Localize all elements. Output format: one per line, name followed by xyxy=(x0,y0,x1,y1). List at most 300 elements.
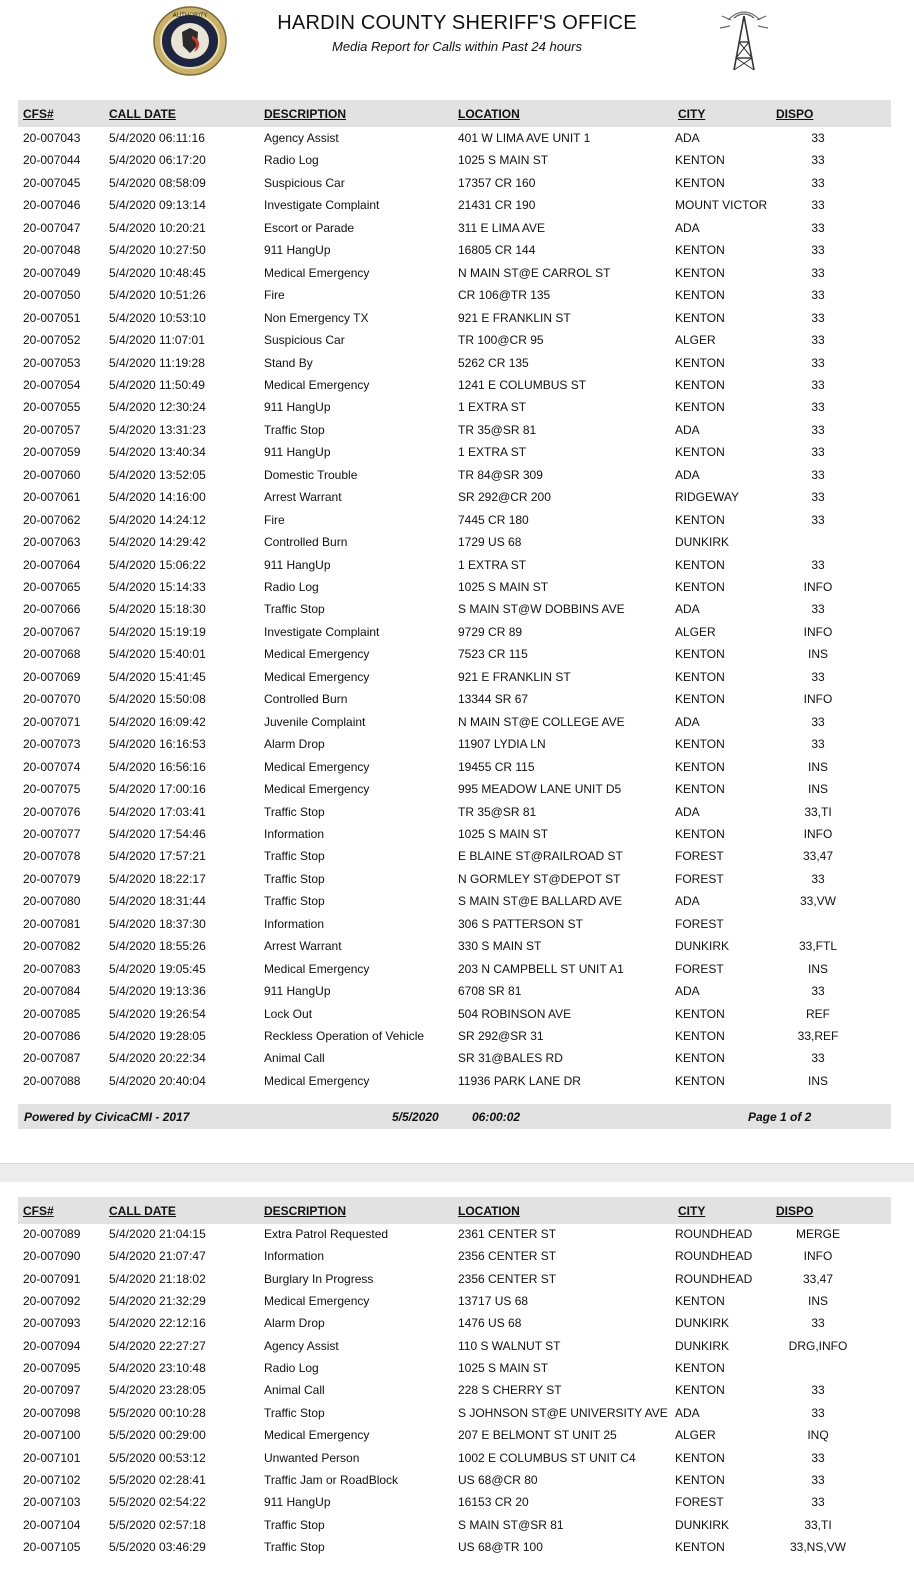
svg-text:AUTHORITY: AUTHORITY xyxy=(172,12,208,19)
table-row xyxy=(0,712,914,734)
dispo-cell: INS xyxy=(807,1294,828,1309)
city-cell: DUNKIRK xyxy=(675,1316,730,1331)
city-cell: MOUNT VICTOR xyxy=(675,198,768,213)
description-cell: Fire xyxy=(264,288,285,303)
table-row xyxy=(0,1291,914,1313)
description-cell: Unwanted Person xyxy=(264,1450,360,1465)
dispo-cell: DRG,INFO xyxy=(788,1338,848,1353)
dispo-cell: 33 xyxy=(811,984,825,999)
city-cell: KENTON xyxy=(675,175,725,190)
column-header-dispo: DISPO xyxy=(776,107,814,121)
call-date-cell: 5/4/2020 17:57:21 xyxy=(109,849,206,864)
description-cell: Radio Log xyxy=(264,1361,319,1376)
dispo-cell: 33 xyxy=(811,490,825,505)
table-row xyxy=(0,1380,914,1402)
call-date-cell: 5/4/2020 10:20:21 xyxy=(109,220,206,235)
city-cell: KENTON xyxy=(675,243,725,258)
dispo-cell: INFO xyxy=(803,580,833,594)
call-date-cell: 5/4/2020 16:56:16 xyxy=(109,759,206,774)
dispo-cell: 33 xyxy=(811,1051,825,1066)
dispo-cell: 33 xyxy=(811,1450,825,1465)
location-cell: S MAIN ST@W DOBBINS AVE xyxy=(458,602,625,617)
call-date-cell: 5/5/2020 02:28:41 xyxy=(109,1472,206,1487)
city-cell: KENTON xyxy=(675,826,725,841)
cfs-number-cell: 20-007049 xyxy=(23,265,81,280)
city-cell: ROUNDHEAD xyxy=(675,1249,753,1264)
cfs-number-cell: 20-007098 xyxy=(23,1405,81,1420)
cfs-number-cell: 20-007066 xyxy=(23,602,81,617)
column-header-call-date: CALL DATE xyxy=(109,1204,176,1218)
cfs-number-cell: 20-007055 xyxy=(23,400,81,415)
location-cell: 16805 CR 144 xyxy=(458,243,536,258)
cfs-number-cell: 20-007063 xyxy=(23,535,81,550)
dispo-cell: 33 xyxy=(811,871,825,886)
table-row xyxy=(0,1269,914,1291)
cfs-number-cell: 20-007092 xyxy=(23,1294,81,1309)
dispo-cell: 33 xyxy=(811,198,825,213)
table-row xyxy=(0,599,914,621)
table-row xyxy=(0,1246,914,1268)
cfs-number-cell: 20-007082 xyxy=(23,939,81,954)
location-cell: 1025 S MAIN ST xyxy=(458,153,549,168)
table-row xyxy=(0,936,914,958)
report-date: 5/5/2020 xyxy=(392,1110,439,1124)
cfs-number-cell: 20-007094 xyxy=(23,1338,81,1353)
location-cell: 228 S CHERRY ST xyxy=(458,1383,562,1398)
table-row xyxy=(0,1358,914,1380)
location-cell: 7445 CR 180 xyxy=(458,512,529,527)
dispo-cell: INFO xyxy=(803,624,833,639)
call-date-cell: 5/4/2020 19:05:45 xyxy=(109,961,206,976)
report-subtitle: Media Report for Calls within Past 24 hours xyxy=(331,39,582,54)
description-cell: Lock Out xyxy=(264,1006,313,1021)
dispo-cell: REF xyxy=(806,1006,830,1021)
location-cell: 11907 LYDIA LN xyxy=(458,737,546,752)
table-row xyxy=(0,622,914,644)
call-date-cell: 5/5/2020 02:57:18 xyxy=(109,1517,206,1532)
city-cell: KENTON xyxy=(675,692,725,707)
cfs-number-cell: 20-007093 xyxy=(23,1316,81,1331)
table-row xyxy=(0,353,914,375)
cfs-number-cell: 20-007065 xyxy=(23,580,81,594)
call-date-cell: 5/4/2020 17:54:46 xyxy=(109,826,206,841)
table-row xyxy=(0,802,914,824)
city-cell: ROUNDHEAD xyxy=(675,1271,753,1286)
city-cell: FOREST xyxy=(675,871,724,886)
table-row xyxy=(0,757,914,779)
city-cell: KENTON xyxy=(675,512,725,527)
call-date-cell: 5/4/2020 13:40:34 xyxy=(109,445,206,460)
call-date-cell: 5/4/2020 11:07:01 xyxy=(109,333,205,348)
description-cell: Extra Patrol Requested xyxy=(264,1227,389,1241)
call-date-cell: 5/4/2020 23:28:05 xyxy=(109,1383,206,1398)
column-header-call-date: CALL DATE xyxy=(109,107,176,121)
column-header-city: CITY xyxy=(678,107,706,121)
cfs-number-cell: 20-007064 xyxy=(23,557,81,572)
call-date-cell: 5/4/2020 17:03:41 xyxy=(109,804,206,819)
table-row xyxy=(0,891,914,913)
dispo-cell: 33 xyxy=(811,1316,825,1331)
city-cell: ADA xyxy=(675,131,700,145)
table-row xyxy=(0,1403,914,1425)
cfs-number-cell: 20-007059 xyxy=(23,445,81,460)
table-row xyxy=(0,1071,914,1093)
location-cell: 11936 PARK LANE DR xyxy=(458,1073,581,1088)
location-cell: TR 35@SR 81 xyxy=(458,422,537,437)
city-cell: FOREST xyxy=(675,1495,724,1510)
cfs-number-cell: 20-007080 xyxy=(23,894,81,909)
description-cell: Escort or Parade xyxy=(264,220,355,235)
cfs-number-cell: 20-007105 xyxy=(23,1539,81,1554)
table-row xyxy=(0,824,914,846)
description-cell: Traffic Stop xyxy=(264,894,325,909)
cfs-number-cell: 20-007084 xyxy=(23,984,81,999)
dispo-cell: 33 xyxy=(811,1405,825,1420)
city-cell: FOREST xyxy=(675,916,724,931)
city-cell: RIDGEWAY xyxy=(675,490,740,505)
dispo-cell: 33,NS,VW xyxy=(789,1539,846,1554)
description-cell: Alarm Drop xyxy=(264,1316,325,1331)
call-date-cell: 5/4/2020 22:12:16 xyxy=(109,1316,206,1331)
call-date-cell: 5/4/2020 18:55:26 xyxy=(109,939,206,954)
description-cell: 911 HangUp xyxy=(264,445,331,460)
cfs-number-cell: 20-007046 xyxy=(23,198,81,213)
call-date-cell: 5/4/2020 09:13:14 xyxy=(109,198,206,213)
cfs-number-cell: 20-007047 xyxy=(23,220,81,235)
description-cell: Traffic Stop xyxy=(264,422,325,437)
description-cell: Reckless Operation of Vehicle xyxy=(264,1029,425,1043)
cfs-number-cell: 20-007044 xyxy=(23,153,81,168)
cfs-number-cell: 20-007071 xyxy=(23,714,81,729)
report-title: HARDIN COUNTY SHERIFF'S OFFICE xyxy=(277,12,637,34)
dispo-cell: 33 xyxy=(811,557,825,572)
location-cell: 921 E FRANKLIN ST xyxy=(458,310,571,325)
location-cell: 13344 SR 67 xyxy=(458,692,529,707)
call-date-cell: 5/5/2020 00:29:00 xyxy=(109,1428,206,1443)
location-cell: S JOHNSON ST@E UNIVERSITY AVE xyxy=(458,1405,668,1420)
cfs-number-cell: 20-007081 xyxy=(23,916,81,931)
cfs-number-cell: 20-007075 xyxy=(23,782,81,797)
city-cell: KENTON xyxy=(675,1450,725,1465)
table-row xyxy=(0,1470,914,1492)
table-row xyxy=(0,1224,914,1246)
table-row xyxy=(0,1537,914,1559)
city-cell: KENTON xyxy=(675,1539,725,1554)
description-cell: Domestic Trouble xyxy=(264,467,358,482)
description-cell: Information xyxy=(264,916,325,931)
cfs-number-cell: 20-007050 xyxy=(23,288,81,303)
location-cell: S MAIN ST@SR 81 xyxy=(458,1517,564,1532)
call-date-cell: 5/5/2020 00:53:12 xyxy=(109,1450,206,1465)
location-cell: 203 N CAMPBELL ST UNIT A1 xyxy=(458,961,624,976)
call-date-cell: 5/4/2020 13:31:23 xyxy=(109,422,206,437)
column-header-cfs: CFS# xyxy=(23,1204,54,1218)
location-cell: 1025 S MAIN ST xyxy=(458,580,549,594)
city-cell: KENTON xyxy=(675,1051,725,1066)
call-date-cell: 5/4/2020 18:31:44 xyxy=(109,894,206,909)
location-cell: 1 EXTRA ST xyxy=(458,400,527,415)
description-cell: Agency Assist xyxy=(264,1338,339,1353)
city-cell: FOREST xyxy=(675,849,724,864)
call-date-cell: 5/4/2020 14:16:00 xyxy=(109,490,206,505)
dispo-cell: 33 xyxy=(811,131,825,145)
city-cell: ADA xyxy=(675,984,700,999)
call-date-cell: 5/5/2020 00:10:28 xyxy=(109,1405,206,1420)
city-cell: ALGER xyxy=(675,333,716,348)
table-row xyxy=(0,330,914,352)
dispo-cell: 33 xyxy=(811,175,825,190)
dispo-cell: 33,TI xyxy=(804,1517,832,1532)
description-cell: Medical Emergency xyxy=(264,647,370,662)
cfs-number-cell: 20-007077 xyxy=(23,826,81,841)
description-cell: Medical Emergency xyxy=(264,1428,370,1443)
location-cell: E BLAINE ST@RAILROAD ST xyxy=(458,849,623,864)
location-cell: 504 ROBINSON AVE xyxy=(458,1006,572,1021)
description-cell: Controlled Burn xyxy=(264,692,348,707)
table-row xyxy=(0,173,914,195)
call-date-cell: 5/4/2020 21:04:15 xyxy=(109,1227,206,1241)
location-cell: 2361 CENTER ST xyxy=(458,1227,557,1241)
table-row xyxy=(0,510,914,532)
description-cell: Medical Emergency xyxy=(264,265,370,280)
table-row xyxy=(0,1004,914,1026)
report-time: 06:00:02 xyxy=(472,1110,521,1124)
column-header-city: CITY xyxy=(678,1204,706,1218)
description-cell: Traffic Stop xyxy=(264,849,325,864)
location-cell: 19455 CR 115 xyxy=(458,759,535,774)
cfs-number-cell: 20-007089 xyxy=(23,1227,81,1241)
dispo-cell: 33 xyxy=(811,243,825,258)
city-cell: ADA xyxy=(675,804,700,819)
dispo-cell: 33 xyxy=(811,333,825,348)
description-cell: Investigate Complaint xyxy=(264,624,380,639)
call-date-cell: 5/4/2020 08:58:09 xyxy=(109,175,206,190)
description-cell: Medical Emergency xyxy=(264,961,370,976)
location-cell: US 68@CR 80 xyxy=(458,1472,538,1487)
description-cell: Traffic Stop xyxy=(264,1405,325,1420)
table-row xyxy=(0,487,914,509)
page-separator xyxy=(0,1163,914,1183)
location-cell: TR 100@CR 95 xyxy=(458,333,544,348)
call-date-cell: 5/4/2020 23:10:48 xyxy=(109,1361,206,1376)
cfs-number-cell: 20-007087 xyxy=(23,1051,81,1066)
table-row xyxy=(0,150,914,172)
location-cell: 311 E LIMA AVE xyxy=(458,220,545,235)
table-row xyxy=(0,218,914,240)
call-date-cell: 5/4/2020 15:50:08 xyxy=(109,692,206,707)
location-cell: N GORMLEY ST@DEPOT ST xyxy=(458,871,621,886)
column-header-location: LOCATION xyxy=(458,1204,520,1218)
call-date-cell: 5/4/2020 10:53:10 xyxy=(109,310,206,325)
table-row xyxy=(0,1313,914,1335)
cfs-number-cell: 20-007067 xyxy=(23,624,81,639)
description-cell: Medical Emergency xyxy=(264,782,370,797)
dispo-cell: INS xyxy=(807,961,828,976)
call-date-cell: 5/4/2020 14:24:12 xyxy=(109,512,206,527)
location-cell: 330 S MAIN ST xyxy=(458,939,542,954)
city-cell: KENTON xyxy=(675,1383,725,1398)
cfs-number-cell: 20-007053 xyxy=(23,355,81,370)
city-cell: KENTON xyxy=(675,153,725,168)
dispo-cell: 33 xyxy=(811,602,825,617)
column-header-location: LOCATION xyxy=(458,107,520,121)
powered-by-text: Powered by CivicaCMI - 2017 xyxy=(24,1110,190,1124)
call-date-cell: 5/4/2020 12:30:24 xyxy=(109,400,206,415)
table-row xyxy=(0,532,914,554)
table-row xyxy=(0,555,914,577)
description-cell: Agency Assist xyxy=(264,131,339,145)
city-cell: KENTON xyxy=(675,759,725,774)
cfs-number-cell: 20-007101 xyxy=(23,1450,81,1465)
call-date-cell: 5/4/2020 20:22:34 xyxy=(109,1051,206,1066)
report-page-2 xyxy=(0,1182,914,1580)
description-cell: Medical Emergency xyxy=(264,1294,370,1309)
call-date-cell: 5/4/2020 15:40:01 xyxy=(109,647,206,662)
table-row xyxy=(0,734,914,756)
table-row xyxy=(0,846,914,868)
cfs-number-cell: 20-007069 xyxy=(23,669,81,684)
description-cell: Medical Emergency xyxy=(264,759,370,774)
location-cell: 110 S WALNUT ST xyxy=(458,1338,561,1353)
city-cell: FOREST xyxy=(675,961,724,976)
call-date-cell: 5/4/2020 21:07:47 xyxy=(109,1249,206,1264)
call-date-cell: 5/4/2020 10:48:45 xyxy=(109,265,206,280)
table-row xyxy=(0,667,914,689)
city-cell: ADA xyxy=(675,714,700,729)
call-date-cell: 5/4/2020 16:16:53 xyxy=(109,737,206,752)
dispo-cell: INFO xyxy=(803,692,833,707)
table-row xyxy=(0,195,914,217)
dispo-cell: 33 xyxy=(811,400,825,415)
location-cell: 1 EXTRA ST xyxy=(458,445,527,460)
location-cell: US 68@TR 100 xyxy=(458,1539,543,1554)
dispo-cell: 33 xyxy=(811,422,825,437)
description-cell: 911 HangUp xyxy=(264,984,331,999)
city-cell: ADA xyxy=(675,422,700,437)
city-cell: ALGER xyxy=(675,624,716,639)
location-cell: 1729 US 68 xyxy=(458,535,522,550)
column-header-dispo: DISPO xyxy=(776,1204,814,1218)
description-cell: Juvenile Complaint xyxy=(264,714,366,729)
call-date-cell: 5/4/2020 22:27:27 xyxy=(109,1338,206,1353)
column-header-description: DESCRIPTION xyxy=(264,107,347,121)
location-cell: S MAIN ST@E BALLARD AVE xyxy=(458,894,623,909)
call-date-cell: 5/5/2020 03:46:29 xyxy=(109,1539,206,1554)
description-cell: Medical Emergency xyxy=(264,1073,370,1088)
call-date-cell: 5/4/2020 10:51:26 xyxy=(109,288,206,303)
dispo-cell: 33 xyxy=(811,220,825,235)
location-cell: 306 S PATTERSON ST xyxy=(458,916,583,931)
dispo-cell: 33 xyxy=(811,669,825,684)
dispo-cell: 33 xyxy=(811,355,825,370)
call-date-cell: 5/4/2020 13:52:05 xyxy=(109,467,206,482)
description-cell: 911 HangUp xyxy=(264,1495,331,1510)
table-row xyxy=(0,959,914,981)
report-footer xyxy=(18,1104,891,1129)
table-row xyxy=(0,1048,914,1070)
call-date-cell: 5/4/2020 18:37:30 xyxy=(109,916,206,931)
location-cell: TR 84@SR 309 xyxy=(458,467,543,482)
description-cell: Information xyxy=(264,1249,325,1264)
call-date-cell: 5/4/2020 16:09:42 xyxy=(109,714,206,729)
description-cell: 911 HangUp xyxy=(264,400,331,415)
city-cell: KENTON xyxy=(675,557,725,572)
description-cell: Traffic Jam or RoadBlock xyxy=(264,1472,399,1487)
cfs-number-cell: 20-007090 xyxy=(23,1249,81,1264)
location-cell: 207 E BELMONT ST UNIT 25 xyxy=(458,1428,617,1443)
cfs-number-cell: 20-007095 xyxy=(23,1361,81,1376)
cfs-number-cell: 20-007097 xyxy=(23,1383,81,1398)
cfs-number-cell: 20-007079 xyxy=(23,871,81,886)
location-cell: 401 W LIMA AVE UNIT 1 xyxy=(458,131,591,145)
dispo-cell: INS xyxy=(807,1073,828,1088)
description-cell: Burglary In Progress xyxy=(264,1271,374,1286)
city-cell: DUNKIRK xyxy=(675,939,730,954)
dispo-cell: 33 xyxy=(811,310,825,325)
dispo-cell: INS xyxy=(807,647,828,662)
table-header xyxy=(18,100,891,127)
city-cell: KENTON xyxy=(675,580,725,594)
description-cell: Suspicious Car xyxy=(264,333,345,348)
city-cell: ADA xyxy=(675,220,700,235)
cfs-number-cell: 20-007085 xyxy=(23,1006,81,1021)
cfs-number-cell: 20-007051 xyxy=(23,310,81,325)
description-cell: Medical Emergency xyxy=(264,377,370,392)
call-date-cell: 5/4/2020 18:22:17 xyxy=(109,871,206,886)
city-cell: ADA xyxy=(675,467,700,482)
location-cell: 921 E FRANKLIN ST xyxy=(458,669,571,684)
call-date-cell: 5/4/2020 14:29:42 xyxy=(109,535,206,550)
location-cell: 21431 CR 190 xyxy=(458,198,536,213)
location-cell: CR 106@TR 135 xyxy=(458,288,551,303)
city-cell: KENTON xyxy=(675,445,725,460)
cfs-number-cell: 20-007073 xyxy=(23,737,81,752)
dispo-cell: 33 xyxy=(811,737,825,752)
city-cell: KENTON xyxy=(675,1073,725,1088)
city-cell: KENTON xyxy=(675,355,725,370)
table-row xyxy=(0,1492,914,1514)
description-cell: Medical Emergency xyxy=(264,669,370,684)
location-cell: N MAIN ST@E CARROL ST xyxy=(458,265,611,280)
dispo-cell: 33 xyxy=(811,467,825,482)
call-date-cell: 5/4/2020 19:26:54 xyxy=(109,1006,206,1021)
call-date-cell: 5/4/2020 15:19:19 xyxy=(109,624,206,639)
description-cell: Traffic Stop xyxy=(264,1539,325,1554)
location-cell: 1002 E COLUMBUS ST UNIT C4 xyxy=(458,1450,636,1465)
description-cell: Traffic Stop xyxy=(264,602,325,617)
table-row xyxy=(0,308,914,330)
city-cell: KENTON xyxy=(675,647,725,662)
dispo-cell: 33 xyxy=(811,714,825,729)
table-row xyxy=(0,1515,914,1537)
location-cell: SR 292@CR 200 xyxy=(458,490,551,505)
table-row xyxy=(0,397,914,419)
city-cell: ADA xyxy=(675,1405,700,1420)
city-cell: ADA xyxy=(675,894,700,909)
location-cell: TR 35@SR 81 xyxy=(458,804,537,819)
description-cell: Suspicious Car xyxy=(264,175,345,190)
description-cell: Alarm Drop xyxy=(264,737,325,752)
location-cell: SR 292@SR 31 xyxy=(458,1029,544,1043)
dispo-cell: INFO xyxy=(803,1249,833,1264)
city-cell: KENTON xyxy=(675,265,725,280)
table-row xyxy=(0,420,914,442)
description-cell: 911 HangUp xyxy=(264,557,331,572)
cfs-number-cell: 20-007086 xyxy=(23,1029,81,1043)
call-date-cell: 5/4/2020 15:14:33 xyxy=(109,580,206,594)
location-cell: 2356 CENTER ST xyxy=(458,1271,557,1286)
location-cell: SR 31@BALES RD xyxy=(458,1051,563,1066)
